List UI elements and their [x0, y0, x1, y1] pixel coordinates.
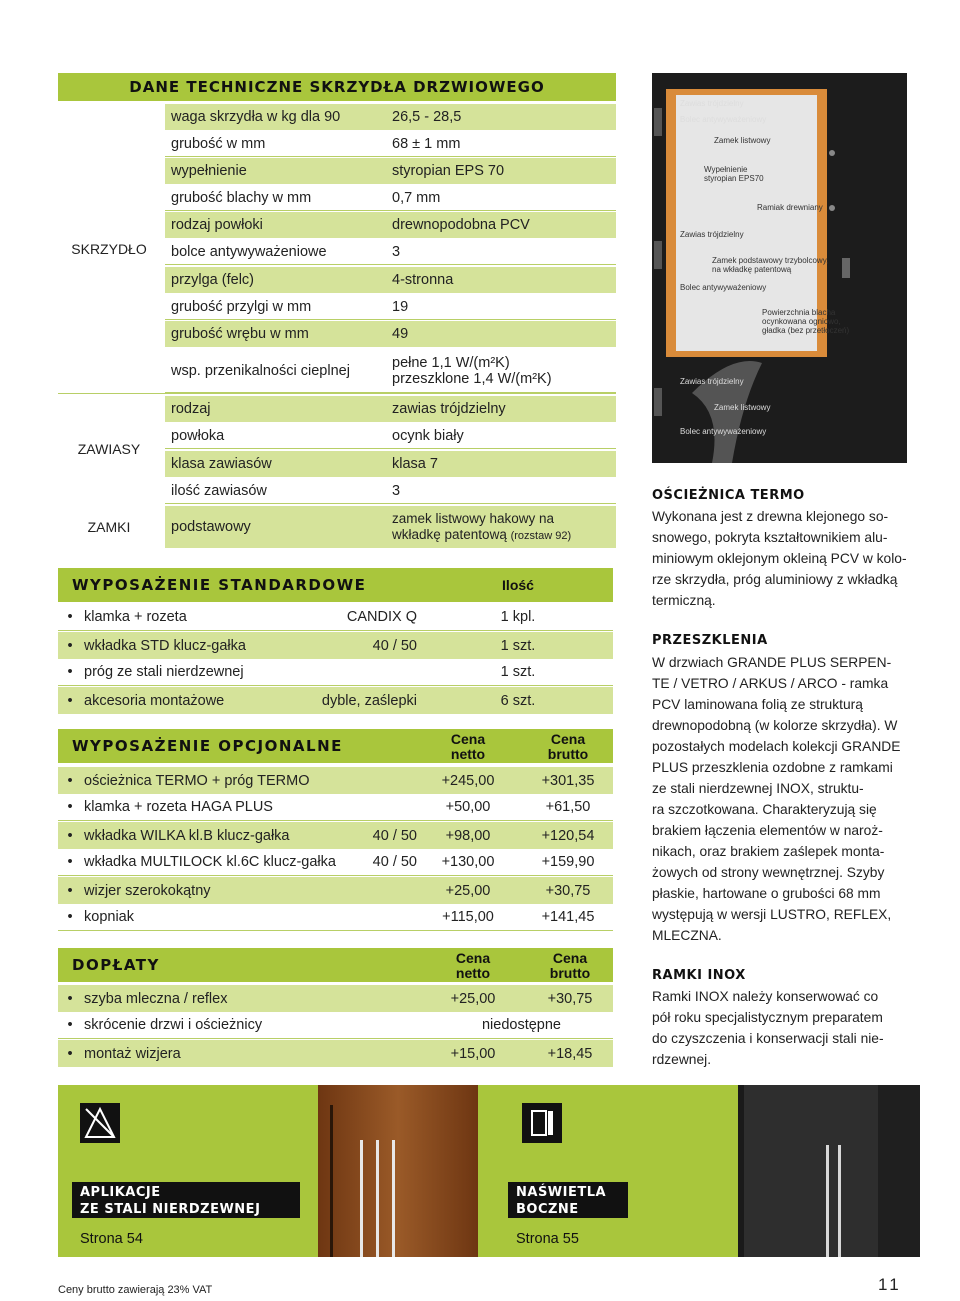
termo-frame-heading: OŚCIEŻNICA TERMO: [652, 488, 805, 503]
extras-header: DOPŁATY Cena netto Cena brutto: [58, 948, 613, 982]
spec-row: grubość wrębu w mm 49: [165, 321, 616, 347]
applique-title[interactable]: APLIKACJE ZE STALI NIERDZEWNEJ: [72, 1182, 300, 1218]
glazing-heading: PRZESZKLENIA: [652, 633, 768, 648]
door-cross-section-diagram: Zawias trójdzielny Bolec antywyważeniowy Zamek listwowy Wypełnienie styropian EPS70 Ramiak drewniany Zawias trójdzielny Zamek podstawowy trzybolcowy, na wkładkę patentową Bolec antywyważeniowy Powierzchnia blacha ocynkowana ogniowo, gładka (bez przetłoczeń) Zawias trójdzielny Zamek listwowy Bolec antywyważeniowy: [652, 73, 907, 463]
group-label-zawiasy: ZAWIASY: [77, 440, 141, 457]
dark-door-drawing: [738, 1085, 920, 1257]
termo-frame-text: Wykonana jest z drewna klejonego so- snowego, pokryta kształtownikiem alu- miniowym oklejonym okleiną PCV w kolo- rze skrzydła, próg aluminiowy z wkładką termiczną.: [652, 509, 907, 608]
page-number: 11: [878, 1275, 902, 1294]
wood-door-drawing: [318, 1085, 478, 1257]
spec-row: waga skrzydła w kg dla 90 26,5 - 28,5: [165, 104, 616, 130]
spec-row: wsp. przenikalności cieplnej pełne 1,1 W/(m²K) przeszklone 1,4 W/(m²K): [165, 349, 616, 393]
list-item: • akcesoria montażowe dyble, zaślepki 6 szt.: [58, 687, 613, 714]
stainless-applique-icon: [80, 1103, 120, 1143]
list-item: • klamka + rozeta HAGA PLUS +50,00 +61,50: [58, 794, 613, 821]
side-light-page-link[interactable]: Strona 55: [516, 1231, 579, 1247]
spec-row: klasa zawiasów klasa 7: [165, 451, 616, 477]
dark-door-image: [738, 1085, 920, 1257]
optional-header: WYPOSAŻENIE OPCJONALNE Cena netto Cena brutto: [58, 729, 613, 763]
inox-frames-text: Ramki INOX należy konserwować co pół roku specjalistycznym preparatem do czyszczenia i konserwacji stali nie- rdzewnej.: [652, 989, 884, 1067]
wood-door-image: [318, 1085, 478, 1257]
group-label-skrzydlo: SKRZYDŁO: [71, 240, 147, 257]
bottom-banner: [58, 1085, 920, 1257]
list-item: • wkładka WILKA kl.B klucz-gałka 40 / 50 +98,00 +120,54: [58, 822, 613, 849]
spec-row: rodzaj powłoki drewnopodobna PCV: [165, 212, 616, 238]
list-item: • montaż wizjera +15,00 +18,45: [58, 1040, 613, 1067]
spec-row: bolce antywyważeniowe 3: [165, 239, 616, 265]
applique-page-link[interactable]: Strona 54: [80, 1231, 143, 1247]
spec-row: grubość w mm 68 ± 1 mm: [165, 131, 616, 157]
side-light-icon: [522, 1103, 562, 1143]
standard-header: WYPOSAŻENIE STANDARDOWE Ilość: [58, 568, 613, 602]
list-item: • próg ze stali nierdzewnej 1 szt.: [58, 659, 613, 686]
group-label-zamki: ZAMKI: [87, 519, 131, 535]
list-item: • kopniak +115,00 +141,45: [58, 904, 613, 931]
spec-title-bar: [58, 73, 616, 101]
spec-row: rodzaj zawias trójdzielny: [165, 396, 616, 422]
spec-row: grubość przylgi w mm 19: [165, 294, 616, 320]
list-item: • wizjer szerokokątny +25,00 +30,75: [58, 877, 613, 904]
spec-row: wypełnienie styropian EPS 70: [165, 158, 616, 184]
list-item: • ościeżnica TERMO + próg TERMO +245,00 +301,35: [58, 767, 613, 794]
group-divider: [58, 393, 616, 394]
spec-row: podstawowy zamek listwowy hakowy na wkładkę patentową (rozstaw 92): [165, 506, 616, 548]
spec-row: ilość zawiasów 3: [165, 478, 616, 504]
list-item: • wkładka STD klucz-gałka 40 / 50 1 szt.: [58, 632, 613, 659]
inox-frames-heading: RAMKI INOX: [652, 968, 746, 983]
list-item: • szyba mleczna / reflex +25,00 +30,75: [58, 985, 613, 1012]
glazing-text: W drzwiach GRANDE PLUS SERPEN- TE / VETRO / ARKUS / ARCO - ramka PCV laminowana folią ze strukturą drewnopodobną (w kolorze skrzydła). W pozostałych modelach kolekcji GRANDE PLUS przeszklenia ozdobne z ramkami ze stali nierdzewnej INOX, struktu- ra szczotkowana. Charakteryzują się brakiem łączenia elementów w naroż- nikach, oraz brakiem zaślepek monta- żowych od strony wewnętrznej. Szyby płaskie, hartowane o grubości 68 mm występują w wersji LUSTRO, REFLEX, MLECZNA.: [652, 655, 901, 943]
spec-row: przylga (felc) 4-stronna: [165, 267, 616, 293]
spec-title: DANE TECHNICZNE SKRZYDŁA DRZWIOWEGO: [129, 78, 545, 96]
spec-row: grubość blachy w mm 0,7 mm: [165, 185, 616, 211]
list-item: • skrócenie drzwi i ościeżnicy niedostępne: [58, 1012, 613, 1039]
list-item: • wkładka MULTILOCK kl.6C klucz-gałka 40 / 50 +130,00 +159,90: [58, 849, 613, 876]
spec-row: powłoka ocynk biały: [165, 423, 616, 449]
list-item: • klamka + rozeta CANDIX Q 1 kpl.: [58, 604, 613, 631]
side-light-title[interactable]: NAŚWIETLA BOCZNE: [508, 1182, 628, 1218]
vat-note: Ceny brutto zawierają 23% VAT: [58, 1284, 213, 1296]
